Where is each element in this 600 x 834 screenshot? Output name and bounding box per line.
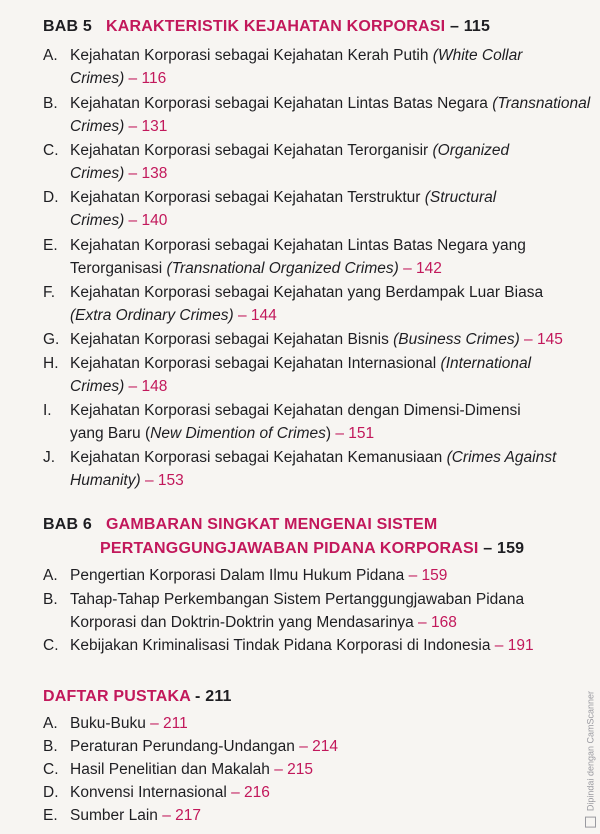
entry-line xyxy=(70,352,531,375)
entry-text: Peraturan Perundang-Undangan xyxy=(70,738,295,755)
heading-text: GAMBARAN SINGKAT MENGENAI SISTEM xyxy=(105,516,438,533)
entry-page-number: – 144 xyxy=(233,307,277,324)
bab5-title: KARAKTERISTIK KEJAHATAN KORPORASI xyxy=(105,18,446,35)
bab5-number: BAB 5 xyxy=(43,18,93,35)
entry-text: (White Collar xyxy=(432,47,523,64)
entry-text: Crimes) xyxy=(70,165,125,182)
entry-page-number: – 217 xyxy=(157,807,201,824)
heading-text: PERTANGGUNGJAWABAN PIDANA KORPORASI xyxy=(100,540,479,557)
entry-line xyxy=(70,735,338,758)
entry-letter: G. xyxy=(43,331,60,348)
entry-page-number: – 215 xyxy=(269,761,314,778)
entry-page-number: – 214 xyxy=(294,738,339,755)
entry-text: Terorganisasi xyxy=(70,260,167,277)
entry-line xyxy=(70,328,563,351)
entry-page-number: – 159 xyxy=(404,567,448,584)
bab6-heading-line2 xyxy=(100,540,524,558)
heading-text: DAFTAR PUSTAKA xyxy=(43,688,191,705)
entry-line xyxy=(70,375,167,398)
entry-text: Crimes) xyxy=(70,118,125,135)
entry-line xyxy=(70,469,184,492)
entry-letter: D. xyxy=(43,189,59,206)
entry-text: (Business Crimes) xyxy=(393,331,520,348)
entry-letter: C. xyxy=(43,142,59,159)
entry-text: Kejahatan Korporasi sebagai Kejahatan dengan Dimensi-Dimensi xyxy=(70,402,521,419)
entry-text: Crimes) xyxy=(70,378,125,395)
entry-page-number: – 140 xyxy=(124,212,168,229)
entry-page-number: – 148 xyxy=(124,378,168,395)
entry-text: (International xyxy=(440,355,532,372)
entry-letter: C. xyxy=(43,637,59,654)
entry-text: Kejahatan Korporasi sebagai Kejahatan Kemanusiaan xyxy=(70,449,447,466)
entry-text: Kejahatan Korporasi sebagai Kejahatan Lintas Batas Negara yang xyxy=(70,237,526,254)
entry-text: Kejahatan Korporasi sebagai Kejahatan Internasional xyxy=(70,355,441,372)
camscanner-icon xyxy=(585,817,596,828)
entry-line xyxy=(70,588,524,611)
entry-text: Kejahatan Korporasi sebagai Kejahatan Bisnis xyxy=(70,331,394,348)
bab5-heading xyxy=(43,18,490,36)
entry-line xyxy=(70,92,590,115)
entry-text: Kejahatan Korporasi sebagai Kejahatan yang Berdampak Luar Biasa xyxy=(70,284,544,301)
entry-line xyxy=(70,804,201,827)
heading-text: – 159 xyxy=(483,540,525,557)
entry-page-number: – 138 xyxy=(124,165,168,182)
entry-text: Humanity) xyxy=(70,472,141,489)
watermark-text: Dipindai dengan CamScanner xyxy=(585,691,596,812)
entry-line xyxy=(70,234,526,257)
entry-text: Kejahatan Korporasi sebagai Kejahatan Lintas Batas Negara xyxy=(70,95,493,112)
entry-text: Tahap-Tahap Perkembangan Sistem Pertanggungjawaban Pidana xyxy=(70,591,525,608)
entry-text: (Extra Ordinary Crimes) xyxy=(70,307,234,324)
entry-text: Kejahatan Korporasi sebagai Kejahatan Terstruktur xyxy=(70,189,425,206)
entry-line xyxy=(70,115,167,138)
scanner-watermark xyxy=(585,691,596,828)
entry-text: Buku-Buku xyxy=(70,715,146,732)
entry-line xyxy=(70,281,543,304)
entry-letter: A. xyxy=(43,47,58,64)
entry-line xyxy=(70,162,167,185)
entry-letter: B. xyxy=(43,95,58,112)
entry-letter: H. xyxy=(43,355,59,372)
entry-line xyxy=(70,634,534,657)
entry-text: New Dimention of Crimes xyxy=(150,425,326,442)
entry-line xyxy=(70,611,457,634)
entry-line xyxy=(70,304,277,327)
entry-line xyxy=(70,186,496,209)
entry-line xyxy=(70,209,167,232)
entry-page-number: – 153 xyxy=(140,472,184,489)
entry-text: Kebijakan Kriminalisasi Tindak Pidana Korporasi di Indonesia xyxy=(70,637,491,654)
heading-text: BAB 6 xyxy=(43,516,93,533)
entry-line xyxy=(70,139,509,162)
entry-page-number: – 116 xyxy=(124,70,167,87)
entry-text: (Transnational Organized Crimes) xyxy=(166,260,399,277)
entry-letter: B. xyxy=(43,591,58,608)
entry-text: Crimes) xyxy=(70,212,125,229)
entry-text: Hasil Penelitian dan Makalah xyxy=(70,761,270,778)
entry-text: Sumber Lain xyxy=(70,807,158,824)
entry-line xyxy=(70,758,313,781)
entry-letter: F. xyxy=(43,284,56,301)
entry-line xyxy=(70,44,522,67)
entry-text: Konvensi Internasional xyxy=(70,784,227,801)
heading-text: - 211 xyxy=(195,688,232,705)
pustaka-heading xyxy=(43,688,232,706)
entry-text: Pengertian Korporasi Dalam Ilmu Hukum Pidana xyxy=(70,567,405,584)
entry-text: (Organized xyxy=(432,142,510,159)
entry-page-number: – 142 xyxy=(398,260,442,277)
entry-letter: A. xyxy=(43,715,58,732)
entry-text: Crimes) xyxy=(70,70,125,87)
entry-line xyxy=(70,712,188,735)
entry-page-number: – 131 xyxy=(124,118,168,135)
bab6-heading xyxy=(43,516,437,534)
entry-letter: I. xyxy=(43,402,52,419)
bab5-page: – 115 xyxy=(449,18,491,35)
entry-page-number: – 151 xyxy=(331,425,375,442)
entry-letter: D. xyxy=(43,784,59,801)
entry-page-number: – 191 xyxy=(490,637,534,654)
entry-letter: J. xyxy=(43,449,56,466)
entry-line xyxy=(70,564,447,587)
entry-line xyxy=(70,781,270,804)
entry-text: (Crimes Against xyxy=(446,449,557,466)
entry-letter: B. xyxy=(43,738,58,755)
entry-letter: A. xyxy=(43,567,58,584)
entry-text: yang Baru ( xyxy=(70,425,151,442)
entry-line xyxy=(70,446,556,469)
entry-letter: E. xyxy=(43,807,58,824)
entry-line xyxy=(70,257,442,280)
entry-text: (Transnational xyxy=(492,95,591,112)
entry-line xyxy=(70,422,374,445)
entry-page-number: – 211 xyxy=(145,715,188,732)
entry-text: Kejahatan Korporasi sebagai Kejahatan Kerah Putih xyxy=(70,47,433,64)
entry-page-number: – 168 xyxy=(413,614,457,631)
entry-letter: E. xyxy=(43,237,58,254)
entry-page-number: – 216 xyxy=(226,784,270,801)
entry-text: ) xyxy=(325,425,332,442)
entry-line xyxy=(70,67,166,90)
entry-text: Korporasi dan Doktrin-Doktrin yang Mendasarinya xyxy=(70,614,414,631)
entry-letter: C. xyxy=(43,761,59,778)
entry-text: (Structural xyxy=(424,189,497,206)
entry-line xyxy=(70,399,521,422)
entry-page-number: – 145 xyxy=(519,331,563,348)
entry-text: Kejahatan Korporasi sebagai Kejahatan Terorganisir xyxy=(70,142,433,159)
